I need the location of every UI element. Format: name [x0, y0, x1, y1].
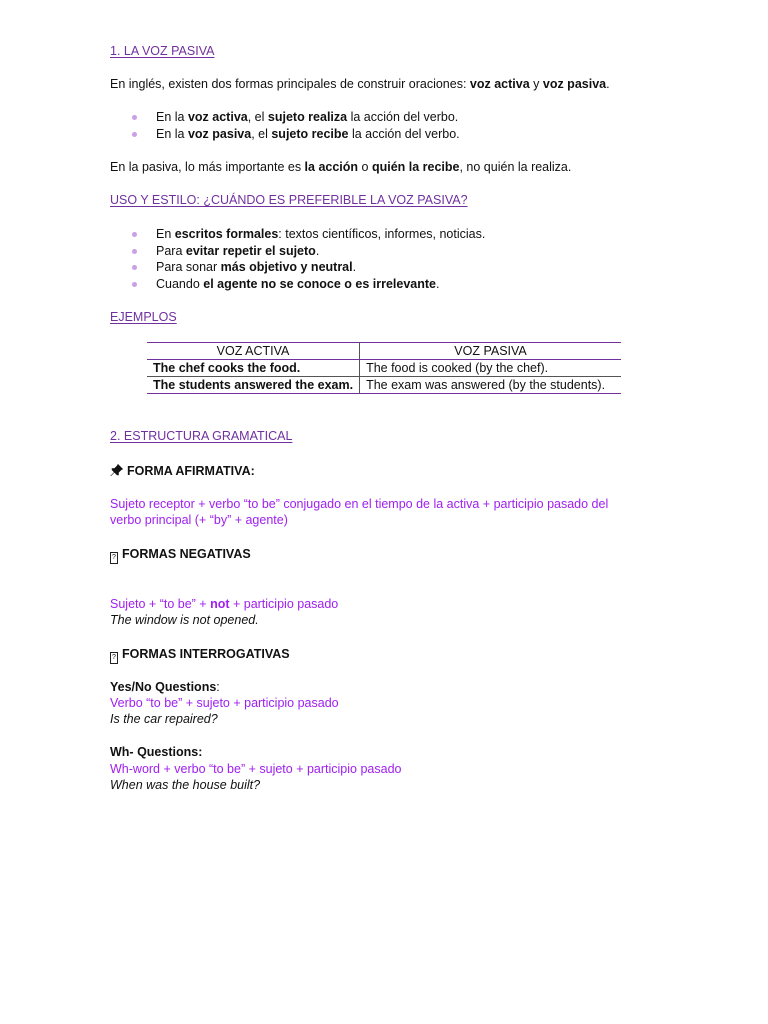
example-text: The window is not opened. — [110, 613, 259, 627]
bullet-text: . — [436, 276, 440, 291]
section-1-title: 1. LA VOZ PASIVA — [110, 44, 215, 58]
missing-glyph-icon: ? — [110, 652, 118, 664]
yesno-colon: : — [216, 680, 220, 694]
bullet-text: : textos científicos, informes, noticias. — [278, 227, 486, 241]
bullet-text: En la — [156, 110, 188, 124]
bullet-text: la acción del verbo. — [347, 110, 459, 124]
interrogativas-heading — [110, 646, 290, 664]
example-text: Is the car repaired? — [110, 712, 218, 726]
formula-bold-not: not — [210, 597, 230, 611]
yesno-formula: Verbo “to be” + sujeto + participio pasado — [110, 696, 339, 710]
afirmativa-heading — [110, 463, 255, 479]
wh-example — [110, 777, 260, 793]
bullet-text: . — [315, 243, 320, 258]
note-text: , no quién la realiza. — [459, 160, 572, 174]
column-header-passive: VOZ PASIVA — [360, 343, 621, 360]
negativas-formula — [110, 596, 338, 612]
note-text: En la pasiva, lo más importante es — [110, 160, 305, 174]
missing-glyph-icon: ? — [110, 552, 118, 564]
list-item — [132, 109, 460, 126]
intro-bold-passive: voz pasiva — [542, 77, 607, 91]
table-cell-passive: The food is cooked (by the chef). — [366, 361, 549, 375]
afirmativa-formula-line-2: verbo principal (+ “by” + agente) — [110, 513, 288, 527]
passive-note — [110, 159, 571, 175]
uso-title: USO Y ESTILO: ¿CUÁNDO ES PREFERIBLE LA VOZ PASIVA? — [110, 193, 468, 207]
interrogativas-label: FORMAS INTERROGATIVAS — [122, 647, 290, 661]
list-item — [132, 126, 460, 143]
wh-formula: Wh-word + verbo “to be” + sujeto + participio pasado — [110, 762, 402, 776]
examples-table — [147, 342, 621, 394]
bullet-bold: sujeto recibe — [271, 126, 349, 141]
formula-text: + participio pasado — [229, 597, 339, 611]
note-text: o — [358, 160, 372, 174]
negativas-heading — [110, 546, 251, 564]
bullet-bold: el agente no se conoce o es irrelevante — [203, 276, 436, 291]
intro-text-end: . — [606, 77, 610, 91]
negativas-example — [110, 612, 259, 628]
bullet-bold: voz activa — [187, 110, 248, 124]
yesno-heading — [110, 679, 220, 695]
intro-paragraph — [110, 76, 610, 92]
list-item — [132, 226, 485, 243]
bullet-bold: sujeto realiza — [267, 110, 348, 124]
intro-text: En inglés, existen dos formas principales de construir oraciones: — [110, 77, 470, 91]
ejemplos-title: EJEMPLOS — [110, 310, 177, 324]
voice-bullet-list — [132, 109, 460, 142]
afirmativa-formula-line-1: Sujeto receptor + verbo “to be” conjugado en el tiempo de la activa + participio pasado del — [110, 497, 609, 511]
wh-label: Wh- Questions: — [110, 745, 203, 759]
intro-bold-active: voz activa — [469, 77, 530, 91]
bullet-bold: evitar repetir el sujeto — [185, 243, 316, 258]
note-bold: la acción — [304, 160, 359, 174]
table-row — [147, 377, 621, 394]
yesno-label: Yes/No Questions — [110, 680, 217, 694]
example-text: When was the house built? — [110, 778, 261, 792]
column-header-active: VOZ ACTIVA — [147, 343, 360, 360]
pushpin-icon — [110, 463, 124, 477]
uso-bullet-list — [132, 226, 485, 292]
section-2-title: 2. ESTRUCTURA GRAMATICAL — [110, 429, 293, 443]
list-item — [132, 259, 485, 276]
bullet-bold: voz pasiva — [187, 126, 252, 141]
afirmativa-label: FORMA AFIRMATIVA: — [127, 464, 255, 478]
bullet-bold: más objetivo y neutral — [220, 260, 353, 275]
bullet-text: . — [352, 260, 357, 275]
bullet-text: En — [156, 227, 175, 241]
note-bold: quién la recibe — [371, 160, 460, 174]
bullet-text: la acción del verbo. — [348, 126, 460, 141]
list-item — [132, 276, 485, 293]
bullet-text: Para — [156, 243, 186, 258]
table-cell-active: The chef cooks the food. — [147, 360, 360, 377]
bullet-text: Para sonar — [156, 260, 221, 275]
table-cell-active: The students answered the exam. — [147, 377, 360, 394]
list-item — [132, 243, 485, 260]
bullet-text: En la — [156, 126, 188, 141]
intro-text-mid: y — [529, 77, 543, 91]
table-row — [147, 360, 621, 377]
bullet-bold: escritos formales — [174, 227, 279, 241]
formula-text: Sujeto + “to be” + — [110, 597, 211, 611]
wh-heading — [110, 744, 202, 760]
table-cell-passive: The exam was answered (by the students). — [366, 378, 606, 392]
bullet-text: , el — [251, 126, 272, 141]
negativas-label: FORMAS NEGATIVAS — [122, 547, 251, 561]
bullet-text: Cuando — [156, 276, 204, 291]
table-header-row — [147, 343, 621, 360]
yesno-example — [110, 711, 218, 727]
bullet-text: , el — [247, 110, 268, 124]
